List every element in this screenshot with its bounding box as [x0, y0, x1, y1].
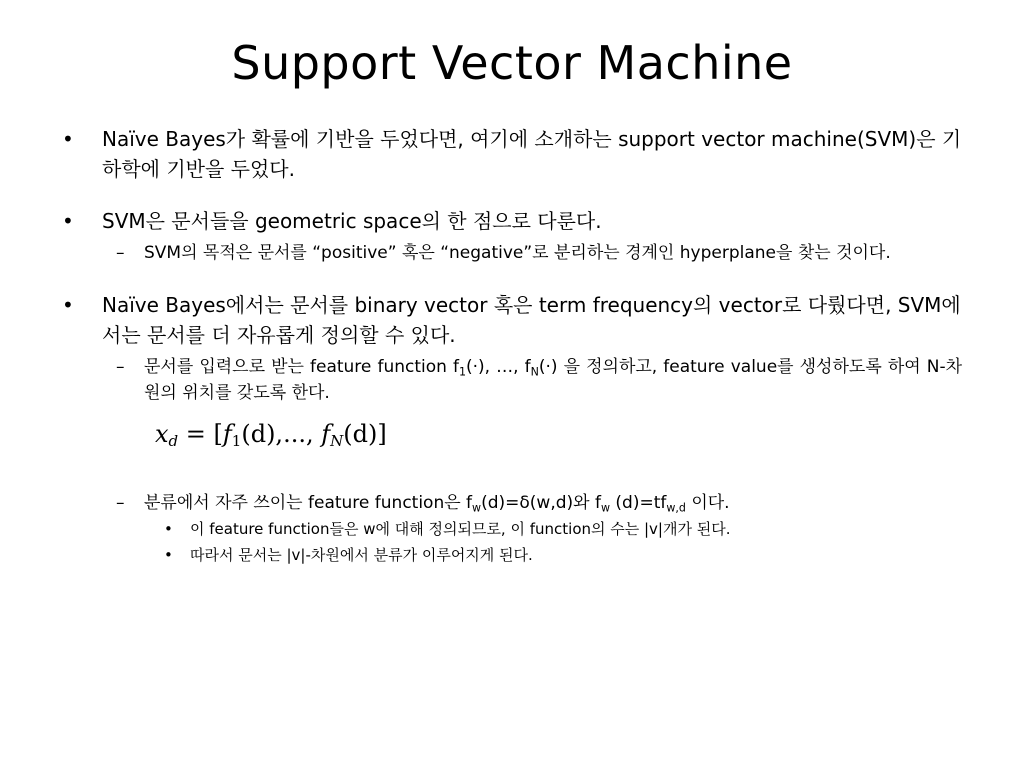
formula-equals: = [ [185, 420, 223, 448]
bullet-2-sub-1 [62, 240, 962, 266]
formula-x-sub: d [168, 432, 179, 450]
text-run: (d)=δ(w,d)와 f [481, 493, 601, 513]
subscript: N [530, 365, 539, 379]
dash-bullet-icon: – [116, 493, 125, 513]
formula-fN: f [321, 420, 331, 448]
formula-x: x [155, 420, 169, 448]
bullet-3-sub-2-sub-2-text: 따라서 문서는 |v|-차원에서 분류가 이루어지게 된다. [190, 546, 533, 564]
text-run: 분류에서 자주 쓰이는 feature function은 f [144, 493, 473, 513]
bullet-dot-icon: • [164, 546, 173, 564]
bullet-2 [62, 206, 962, 236]
subscript: 1 [458, 365, 466, 379]
feature-vector-formula [155, 414, 962, 454]
formula-arg2: (d) [343, 420, 378, 448]
formula-arg1: (d),..., [241, 420, 322, 448]
formula-close: ] [377, 420, 387, 448]
formula-f1: f [222, 420, 232, 448]
bullet-1 [62, 124, 962, 184]
bullet-dot-icon: • [62, 293, 74, 317]
formula-fN-sub: N [330, 432, 344, 450]
bullet-2-text: SVM은 문서들을 geometric space의 한 점으로 다룬다. [102, 209, 602, 233]
bullet-3 [62, 290, 962, 350]
text-run: 문서를 입력으로 받는 feature function f [144, 357, 459, 377]
slide-title: Support Vector Machine [231, 36, 793, 90]
subscript: w,d [666, 501, 686, 515]
bullet-3-sub-2-sub-1-text: 이 feature function들은 w에 대해 정의되므로, 이 function의 수는 |v|개가 된다. [190, 520, 731, 538]
bullet-3-sub-2-text [144, 493, 730, 513]
subscript: w [472, 501, 482, 515]
formula-f1-sub: 1 [231, 432, 242, 450]
bullet-3-text: Naïve Bayes에서는 문서를 binary vector 혹은 term frequency의 vector로 다뤘다면, SVM에서는 문서를 더 자유롭게 정의할 수 있다. [102, 293, 961, 347]
bullet-2-sub-1-text: SVM의 목적은 문서를 “positive” 혹은 “negative”로 분리하는 경계인 hyperplane을 찾는 것이다. [144, 243, 891, 263]
subscript: w [600, 501, 611, 515]
dash-bullet-icon: – [116, 357, 125, 377]
slide-content [62, 124, 962, 568]
bullet-1-text: Naïve Bayes가 확률에 기반을 두었다면, 여기에 소개하는 support vector machine(SVM)은 기하학에 기반을 두었다. [102, 127, 962, 181]
bullet-3-sub-2-sub-2 [62, 542, 962, 568]
bullet-dot-icon: • [62, 127, 74, 151]
bullet-dot-icon: • [62, 209, 74, 233]
bullet-dot-icon: • [164, 520, 173, 538]
bullet-3-sub-1 [62, 354, 962, 406]
bullet-3-sub-1-text [144, 357, 962, 403]
text-run: (·), …, f [466, 357, 531, 377]
text-run: (d)=tf [610, 493, 667, 513]
bullet-3-sub-2 [62, 490, 962, 516]
bullet-3-sub-2-sub-1 [62, 516, 962, 542]
text-run: 이다. [685, 493, 730, 513]
text-run: (·) 을 정의하고, feature value를 생성하도록 하여 N-차원의 위치를 갖도록 한다. [144, 357, 963, 403]
dash-bullet-icon: – [116, 243, 125, 263]
